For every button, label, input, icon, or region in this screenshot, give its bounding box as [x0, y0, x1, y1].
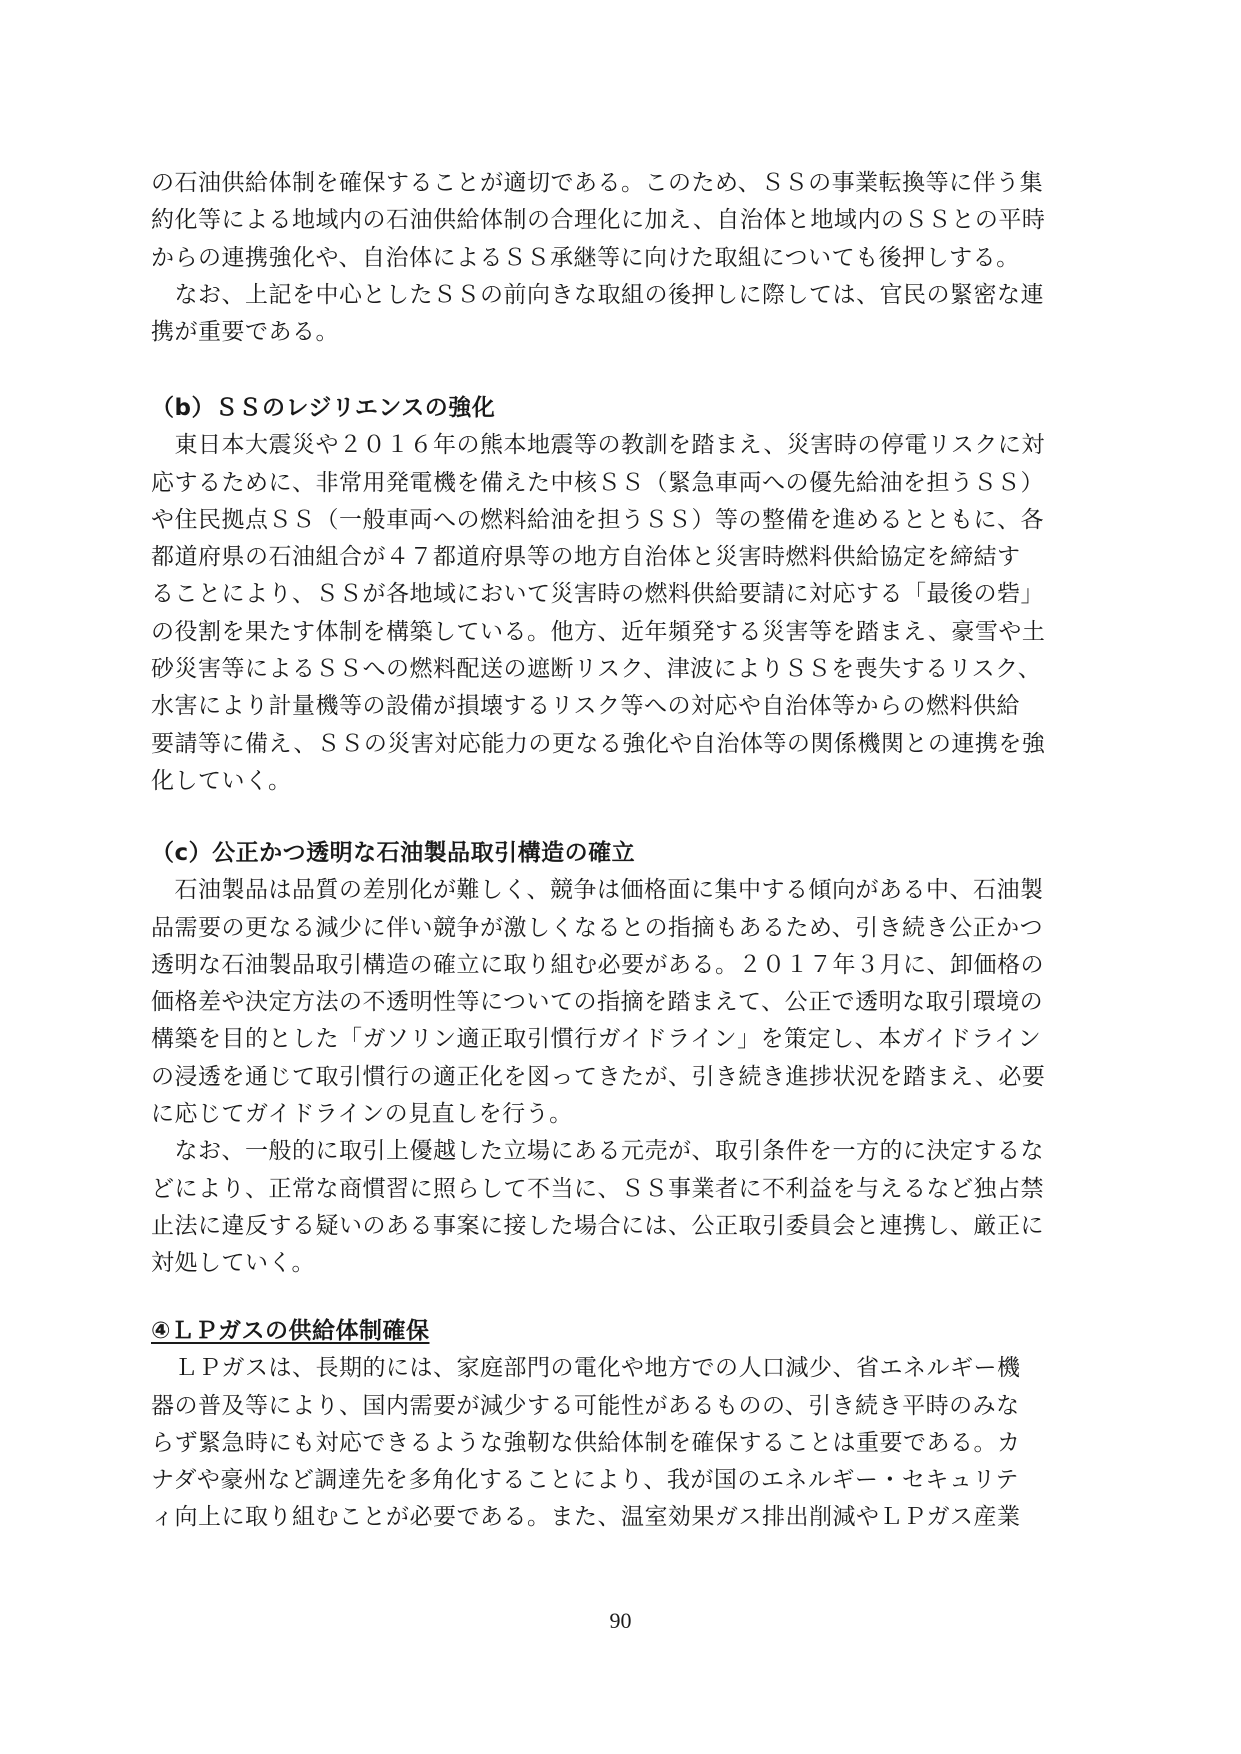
- text-line: に応じてガイドラインの見直しを行う。: [151, 1101, 573, 1128]
- text-line: の役割を果たす体制を構築している。他方、近年頻発する災害等を踏まえ、豪雪や土: [151, 618, 1046, 645]
- text-line: 構築を目的とした「ガソリン適正取引慣行ガイドライン」を策定し、本ガイドライン: [151, 1026, 1042, 1053]
- text-line: 要請等に備え、ＳＳの災害対応能力の更なる強化や自治体等の関係機関との連携を強: [151, 730, 1046, 757]
- text-line: 器の普及等により、国内需要が減少する可能性があるものの、引き続き平時のみな: [151, 1392, 1020, 1419]
- section-b-heading: （b）ＳＳのレジリエンスの強化: [151, 395, 496, 421]
- text-line: 石油製品は品質の差別化が難しく、競争は価格面に集中する傾向がある中、石油製: [151, 877, 1044, 904]
- text-line: の浸透を通じて取引慣行の適正化を図ってきたが、引き続き進捗状況を踏まえ、必要: [151, 1063, 1046, 1090]
- text-line: 止法に違反する疑いのある事案に接した場合には、公正取引委員会と連携し、厳正に: [151, 1212, 1044, 1239]
- text-line: ＬＰガスは、長期的には、家庭部門の電化や地方での人口減少、省エネルギー機: [151, 1355, 1021, 1382]
- page-number: 90: [609, 1608, 632, 1633]
- section-c: [151, 835, 1093, 1283]
- text-line: なお、一般的に取引上優越した立場にある元売が、取引条件を一方的に決定するな: [151, 1138, 1044, 1165]
- text-line: ィ向上に取り組むことが必要である。また、温室効果ガス排出削減やＬＰガス産業: [151, 1504, 1021, 1531]
- section-c-heading: （c）公正かつ透明な石油製品取引構造の確立: [151, 840, 636, 866]
- text-line: 品需要の更なる減少に伴い競争が激しくなるとの指摘もあるため、引き続き公正かつ: [151, 914, 1044, 941]
- text-line: 東日本大震災や２０１６年の熊本地震等の教訓を踏まえ、災害時の停電リスクに対: [151, 432, 1045, 459]
- section-4-heading: [151, 1313, 1093, 1350]
- text-line: 都道府県の石油組合が４７都道府県等の地方自治体と災害時燃料供給協定を締結す: [151, 544, 1021, 571]
- section-b-body: [151, 427, 1093, 800]
- text-line: 対処していく。: [151, 1250, 316, 1277]
- text-line: 砂災害等によるＳＳへの燃料配送の遮断リスク、津波によりＳＳを喪失するリスク、: [151, 656, 1042, 683]
- text-line: 約化等による地域内の石油供給体制の合理化に加え、自治体と地域内のＳＳとの平時: [151, 207, 1046, 234]
- text-line: の石油供給体制を確保することが適切である。このため、ＳＳの事業転換等に伴う集: [151, 170, 1044, 196]
- text-line: 価格差や決定方法の不透明性等についての指摘を踏まえて、公正で透明な取引環境の: [151, 989, 1044, 1016]
- section-c-body: [151, 872, 1093, 1282]
- text-line: 応するために、非常用発電機を備えた中核ＳＳ（緊急車両への優先給油を担うＳＳ）: [151, 469, 1044, 496]
- text-line: ナダや豪州など調達先を多角化することにより、我が国のエネルギー・セキュリテ: [151, 1467, 1019, 1494]
- section-a-continuation: [151, 165, 1093, 351]
- section-4-heading-text: ④ＬＰガスの供給体制確保: [151, 1318, 430, 1344]
- text-line: なお、上記を中心としたＳＳの前向きな取組の後押しに際しては、官民の緊密な連: [151, 281, 1044, 308]
- text-line: からの連携強化や、自治体によるＳＳ承継等に向けた取組についても後押しする。: [151, 244, 1020, 271]
- text-line: ることにより、ＳＳが各地域において災害時の燃料供給要請に対応する「最後の砦」: [151, 581, 1044, 608]
- text-line: や住民拠点ＳＳ（一般車両への燃料給油を担うＳＳ）等の整備を進めるとともに、各: [151, 506, 1044, 533]
- section-b: [151, 390, 1093, 800]
- text-line: 水害により計量機等の設備が損壊するリスク等への対応や自治体等からの燃料供給: [151, 693, 1021, 720]
- text-line: どにより、正常な商慣習に照らして不当に、ＳＳ事業者に不利益を与えるなど独占禁: [151, 1175, 1044, 1202]
- text-line: らず緊急時にも対応できるような強靭な供給体制を確保することは重要である。カ: [151, 1429, 1021, 1456]
- text-line: 化していく。: [151, 767, 292, 794]
- section-4: [151, 1313, 1093, 1537]
- text-line: 携が重要である。: [151, 319, 339, 346]
- section-4-body: [151, 1350, 1093, 1536]
- text-line: 透明な石油製品取引構造の確立に取り組む必要がある。２０１７年３月に、卸価格の: [151, 951, 1044, 978]
